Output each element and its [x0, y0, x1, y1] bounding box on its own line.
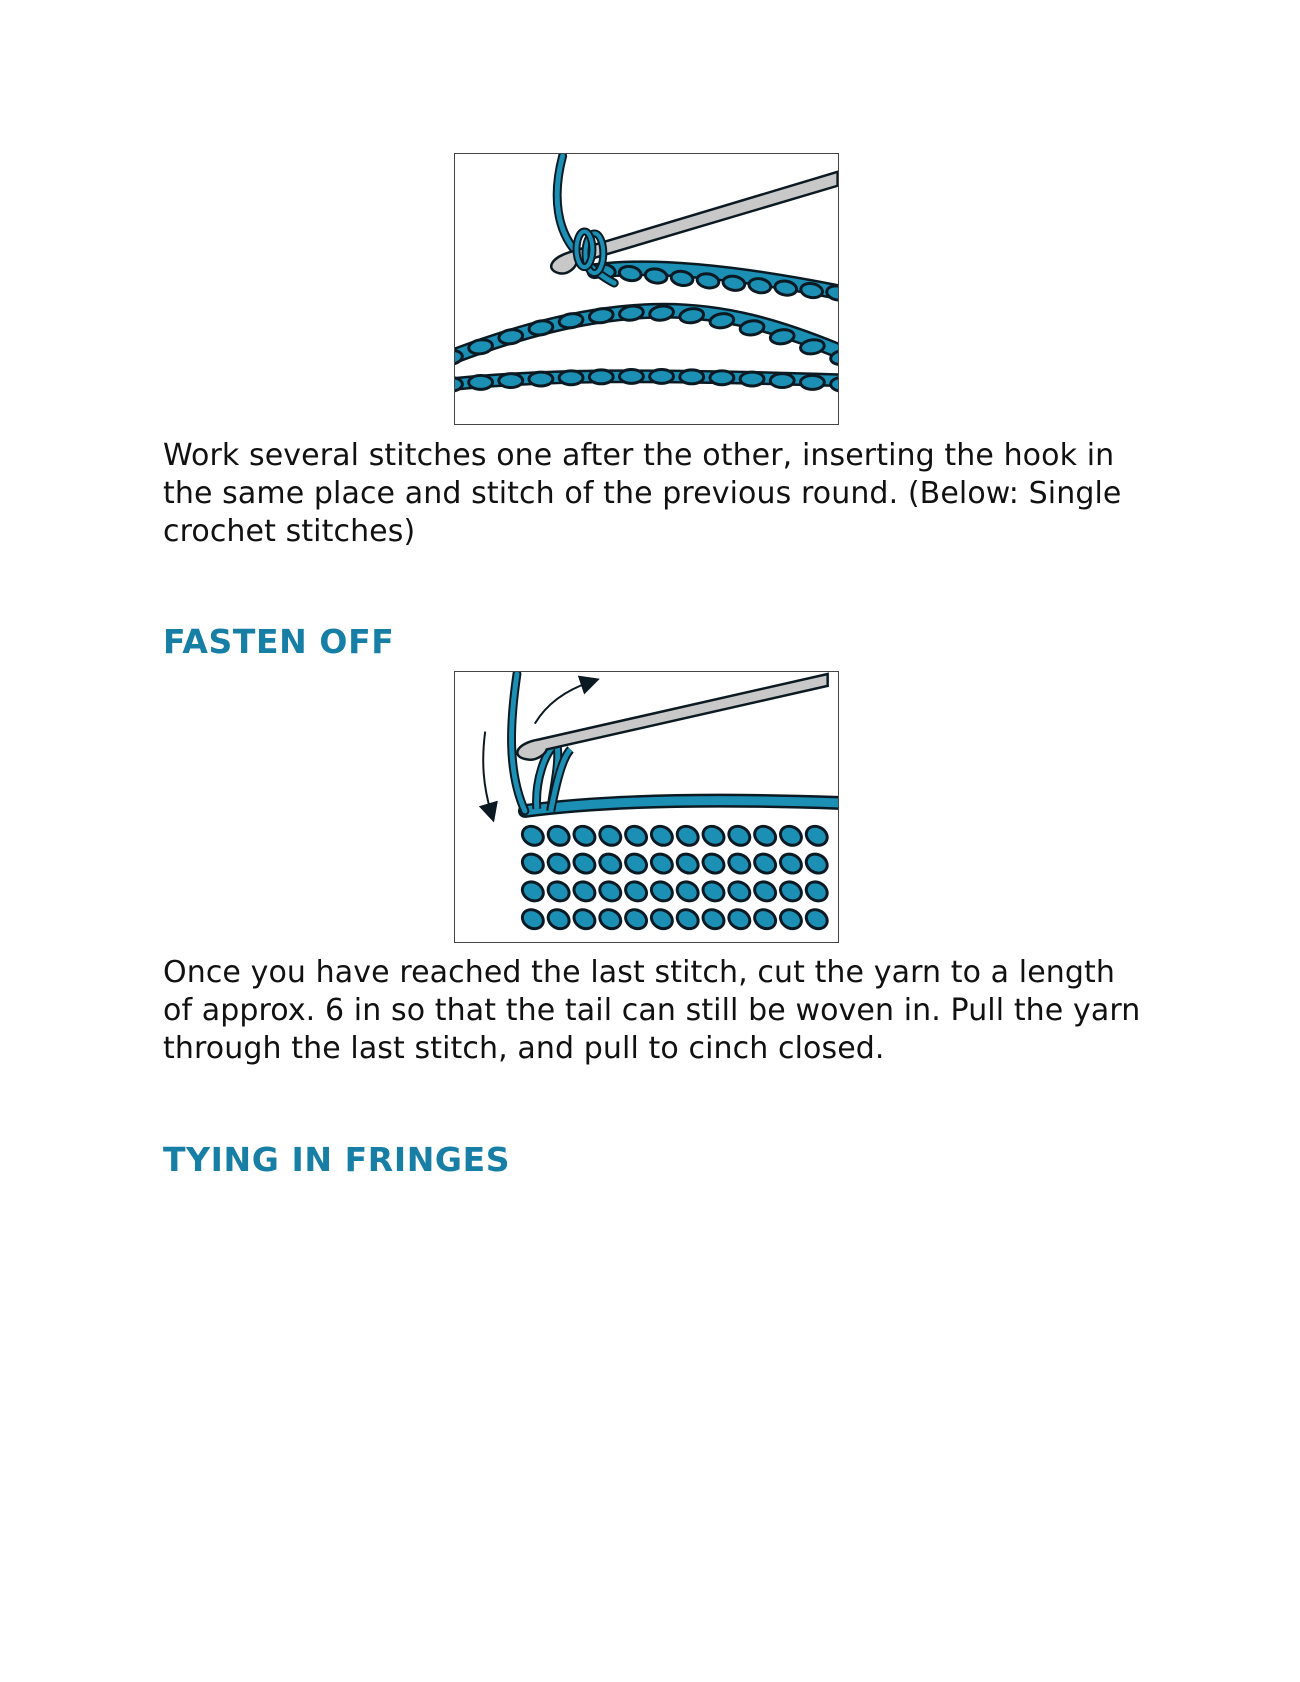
- single-crochet-illustration: [454, 153, 839, 425]
- work-several-stitches-paragraph: Work several stitches one after the other, inserting the hook in the same place and stitch of the previous round. (Below: Single crochet stitches): [163, 438, 1122, 549]
- tying-in-fringes-heading: TYING IN FRINGES: [163, 1140, 511, 1179]
- fasten-off-heading: FASTEN OFF: [163, 622, 395, 661]
- fasten-off-instructions-paragraph: Once you have reached the last stitch, cut the yarn to a length of approx. 6 in so that the tail can still be woven in. Pull the yarn through the last stitch, and pull to cinch closed.: [163, 955, 1141, 1066]
- fasten-off-illustration: [454, 671, 839, 943]
- crochet-hook-fabric-icon: [455, 672, 838, 942]
- crochet-hook-chain-icon: [455, 154, 838, 424]
